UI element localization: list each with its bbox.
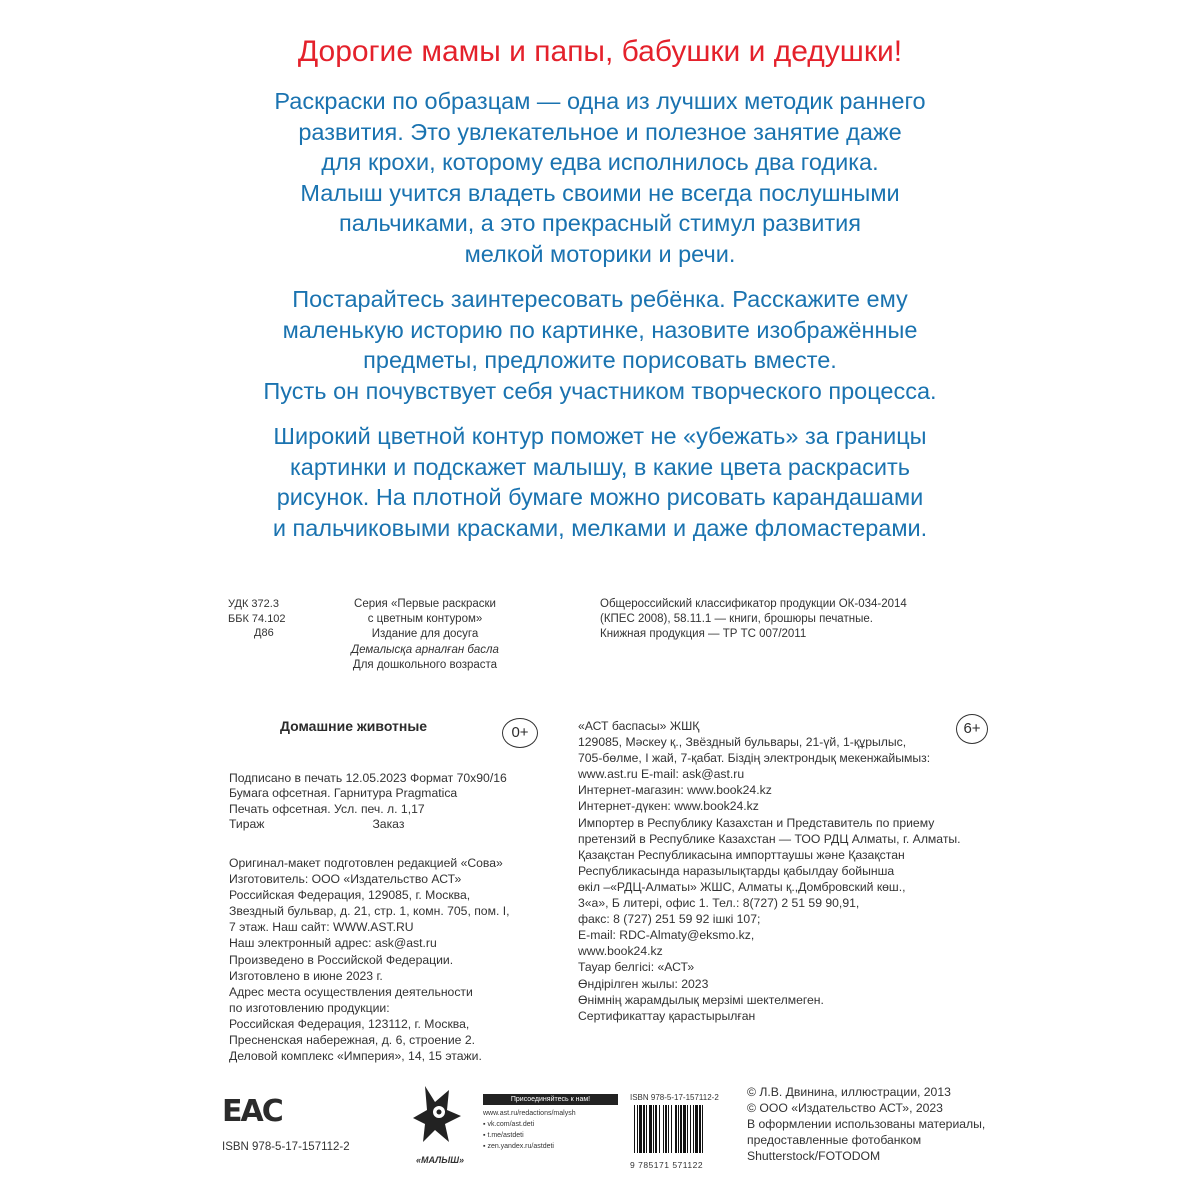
print-line: Печать офсетная. Усл. печ. л. 1,17 bbox=[229, 801, 425, 816]
text-line: пальчиками, а это прекрасный стимул развития bbox=[339, 210, 861, 236]
age-rating-badge: 0+ bbox=[502, 718, 538, 748]
barcode-bar bbox=[639, 1105, 642, 1153]
classification-block bbox=[228, 597, 286, 641]
publisher-line: факс: 8 (727) 251 59 92 ішкі 107; bbox=[578, 912, 761, 927]
print-line: Подписано в печать 12.05.2023 Формат 70х90/16 bbox=[229, 771, 507, 785]
isbn-text: ISBN 978-5-17-157112-2 bbox=[222, 1141, 350, 1153]
publisher-line: Тауар белгісі: «АСТ» bbox=[578, 960, 695, 975]
intro-paragraph-2 bbox=[150, 284, 1050, 406]
text-line: для крохи, которому едва исполнилось два годика. bbox=[321, 149, 879, 175]
zakaz-label: Заказ bbox=[372, 817, 405, 832]
social-block bbox=[483, 1094, 618, 1152]
barcode-bar bbox=[665, 1105, 667, 1153]
series-line: Издание для досуга bbox=[371, 628, 479, 641]
publisher-line: Наш электронный адрес: ask@ast.ru bbox=[229, 936, 437, 951]
barcode-bar bbox=[649, 1105, 652, 1153]
telegram-icon: ▪ bbox=[483, 1132, 488, 1139]
publisher-line: Пресненская набережная, д. 6, строение 2. bbox=[229, 1033, 475, 1048]
copyright-line: Shutterstock/FOTODOM bbox=[747, 1149, 881, 1163]
publisher-line: Интернет-дүкен: www.book24.kz bbox=[578, 799, 759, 814]
copyright-line: предоставленные фотобанком bbox=[747, 1133, 922, 1147]
social-link[interactable]: ▪ vk.com/ast.deti bbox=[483, 1121, 535, 1128]
publisher-info-ru bbox=[229, 855, 510, 1064]
barcode-bars bbox=[630, 1103, 740, 1155]
publisher-line: Өнімнің жарамдылық мерзімі шектелмеген. bbox=[578, 992, 824, 1007]
page-title: Дорогие мамы и папы, бабушки и дедушки! bbox=[297, 35, 903, 68]
text-line: рисунок. На плотной бумаге можно рисовать карандашами bbox=[276, 484, 924, 510]
barcode-bar bbox=[643, 1105, 645, 1153]
social-link[interactable]: ▪ zen.yandex.ru/astdeti bbox=[483, 1143, 554, 1150]
text-line: Широкий цветной контур поможет не «убежать» за границы bbox=[273, 423, 927, 449]
intro-paragraph-3 bbox=[150, 421, 1050, 543]
copyright-line: © ООО «Издательство АСТ», 2023 bbox=[747, 1101, 943, 1115]
barcode-bar bbox=[702, 1105, 703, 1153]
print-line: Бумага офсетная. Гарнитура Pragmatica bbox=[229, 786, 458, 801]
okp-line: Книжная продукция — ТР ТС 007/2011 bbox=[600, 628, 807, 641]
barcode-bar bbox=[678, 1105, 679, 1153]
barcode-bar bbox=[668, 1105, 669, 1153]
tirazh-label: Тираж bbox=[229, 817, 265, 832]
publisher-line: 3«а», Б литері, офис 1. Тел.: 8(727) 2 51 59 90,91, bbox=[578, 896, 860, 911]
publisher-line: Изготовитель: ООО «Издательство АСТ» bbox=[229, 872, 462, 887]
publisher-line: Қазақстан Республикасына импорттаушы және Қазақстан bbox=[578, 847, 905, 862]
bbk: ББК 74.102 bbox=[228, 612, 286, 625]
publisher-line: претензий в Республике Казахстан — ТОО РДЦ Алматы, г. Алматы. bbox=[578, 831, 961, 846]
copyright-line: © Л.В. Двинина, иллюстрации, 2013 bbox=[747, 1085, 951, 1099]
publisher-line: Адрес места осуществления деятельности bbox=[229, 984, 473, 999]
publisher-line: Интернет-магазин: www.book24.kz bbox=[578, 783, 772, 798]
publisher-line: Сертификаттау қарастырылған bbox=[578, 1008, 756, 1023]
publisher-line: 7 этаж. Наш сайт: WWW.AST.RU bbox=[229, 920, 414, 935]
text-line: Пусть он почувствует себя участником творческого процесса. bbox=[263, 377, 937, 404]
author-mark: Д86 bbox=[254, 627, 274, 639]
publisher-line: по изготовлению продукции: bbox=[229, 1000, 390, 1015]
publisher-line: Российская Федерация, 123112, г. Москва, bbox=[229, 1016, 470, 1031]
barcode-bar bbox=[659, 1105, 660, 1153]
okp-block bbox=[600, 597, 907, 643]
barcode-bar bbox=[690, 1105, 691, 1153]
zen-icon: ▪ bbox=[483, 1143, 488, 1150]
barcode-isbn: ISBN 978-5-17-157112-2 bbox=[630, 1093, 719, 1102]
publisher-line: өкіл –«РДЦ-Алматы» ЖШС, Алматы қ.,Домбровский көш., bbox=[578, 879, 906, 894]
barcode-bar bbox=[655, 1105, 657, 1153]
okp-line: Общероссийский классификатор продукции ОК-034-2014 bbox=[600, 598, 907, 610]
barcode-bar bbox=[663, 1105, 664, 1153]
udk: УДК 372.3 bbox=[228, 598, 279, 610]
publisher-line: Өндірілген жылы: 2023 bbox=[578, 976, 709, 991]
copyright-block bbox=[747, 1084, 985, 1164]
publisher-line: «АСТ баспасы» ЖШҚ bbox=[578, 719, 700, 733]
okp-line: (КПЕС 2008), 58.11.1 — книги, брошюры печатные. bbox=[600, 613, 873, 626]
text-line: Постарайтесь заинтересовать ребёнка. Расскажите ему bbox=[292, 286, 908, 312]
publisher-line: www.ast.ru E-mail: ask@ast.ru bbox=[578, 767, 745, 782]
series-line: Демалысқа арналған басла bbox=[351, 643, 499, 656]
fox-logo-icon bbox=[405, 1080, 475, 1150]
barcode-bar bbox=[653, 1105, 654, 1153]
social-link[interactable]: ▪ t.me/astdeti bbox=[483, 1132, 524, 1139]
series-line: Серия «Первые раскраски bbox=[354, 598, 496, 610]
barcode-bar bbox=[693, 1105, 694, 1153]
malysh-logo bbox=[405, 1080, 475, 1170]
publisher-line: Изготовлено в июне 2023 г. bbox=[229, 968, 383, 983]
text-line: и пальчиковыми красками, мелками и даже фломастерами. bbox=[272, 514, 928, 541]
barcode-bar bbox=[699, 1105, 701, 1153]
publisher-line: 705-бөлме, I жай, 7-қабат. Біздің электрондық мекенжайымыз: bbox=[578, 751, 931, 766]
book-title: Домашние животные bbox=[280, 718, 428, 734]
vk-icon: ▪ bbox=[483, 1121, 488, 1128]
publisher-line: 129085, Мәскеу қ., Звёздный бульвары, 21-үй, 1-құрылыс, bbox=[578, 735, 907, 750]
social-link[interactable]: www.ast.ru/redactions/malysh bbox=[483, 1110, 576, 1117]
series-line: Для дошкольного возраста bbox=[352, 658, 498, 671]
barcode-bar bbox=[634, 1105, 635, 1153]
publisher-line: Произведено в Российской Федерации. bbox=[229, 952, 454, 967]
barcode-bar bbox=[671, 1105, 672, 1153]
text-line: Малыш учится владеть своими не всегда послушными bbox=[300, 179, 900, 206]
text-line: маленькую историю по картинке, назовите изображённые bbox=[282, 316, 918, 343]
series-line: с цветным контуром» bbox=[367, 613, 483, 626]
barcode-bar bbox=[687, 1105, 688, 1153]
barcode-bar bbox=[675, 1105, 677, 1153]
text-line: развития. Это увлекательное и полезное занятие даже bbox=[298, 118, 902, 145]
publisher-line: Российская Федерация, 129085, г. Москва, bbox=[229, 888, 471, 903]
text-line: Раскраски по образцам — одна из лучших методик раннего bbox=[274, 88, 926, 114]
publisher-info-kz bbox=[578, 718, 961, 1024]
barcode-digits: 9 785171 571122 bbox=[630, 1160, 704, 1170]
barcode-bar bbox=[683, 1105, 686, 1153]
barcode-bar bbox=[646, 1105, 647, 1153]
series-block bbox=[320, 597, 530, 673]
print-info bbox=[229, 771, 507, 833]
intro-paragraph-1 bbox=[150, 86, 1050, 269]
publisher-line: Деловой комплекс «Империя», 14, 15 этажи. bbox=[229, 1049, 482, 1064]
publisher-line: Оригинал-макет подготовлен редакцией «Сова» bbox=[229, 856, 503, 870]
age-rating-badge: 6+ bbox=[956, 714, 988, 744]
barcode-bar bbox=[680, 1105, 682, 1153]
publisher-line: www.book24.kz bbox=[578, 944, 663, 959]
publisher-line: Импортер в Республику Казахстан и Представитель по приему bbox=[578, 815, 935, 830]
publisher-line: Республикасында наразылықтарды қабылдау бойынша bbox=[578, 863, 895, 878]
text-line: мелкой моторики и речи. bbox=[464, 240, 736, 267]
publisher-line: E-mail: RDC-Almaty@eksmo.kz, bbox=[578, 928, 755, 943]
barcode-bar bbox=[695, 1105, 698, 1153]
join-banner: Присоединяйтесь к нам! bbox=[483, 1094, 618, 1105]
eac-mark: EAC bbox=[222, 1094, 282, 1129]
barcode-bar bbox=[637, 1105, 638, 1153]
text-line: картинки и подскажет малышу, в какие цвета раскрасить bbox=[289, 453, 911, 480]
copyright-line: В оформлении использованы материалы, bbox=[747, 1117, 986, 1131]
text-line: предметы, предложите порисовать вместе. bbox=[363, 347, 837, 373]
barcode bbox=[630, 1092, 740, 1171]
logo-text: «МАЛЫШ» bbox=[415, 1155, 465, 1165]
publisher-line: Звездный бульвар, д. 21, стр. 1, комн. 705, пом. I, bbox=[229, 904, 510, 919]
